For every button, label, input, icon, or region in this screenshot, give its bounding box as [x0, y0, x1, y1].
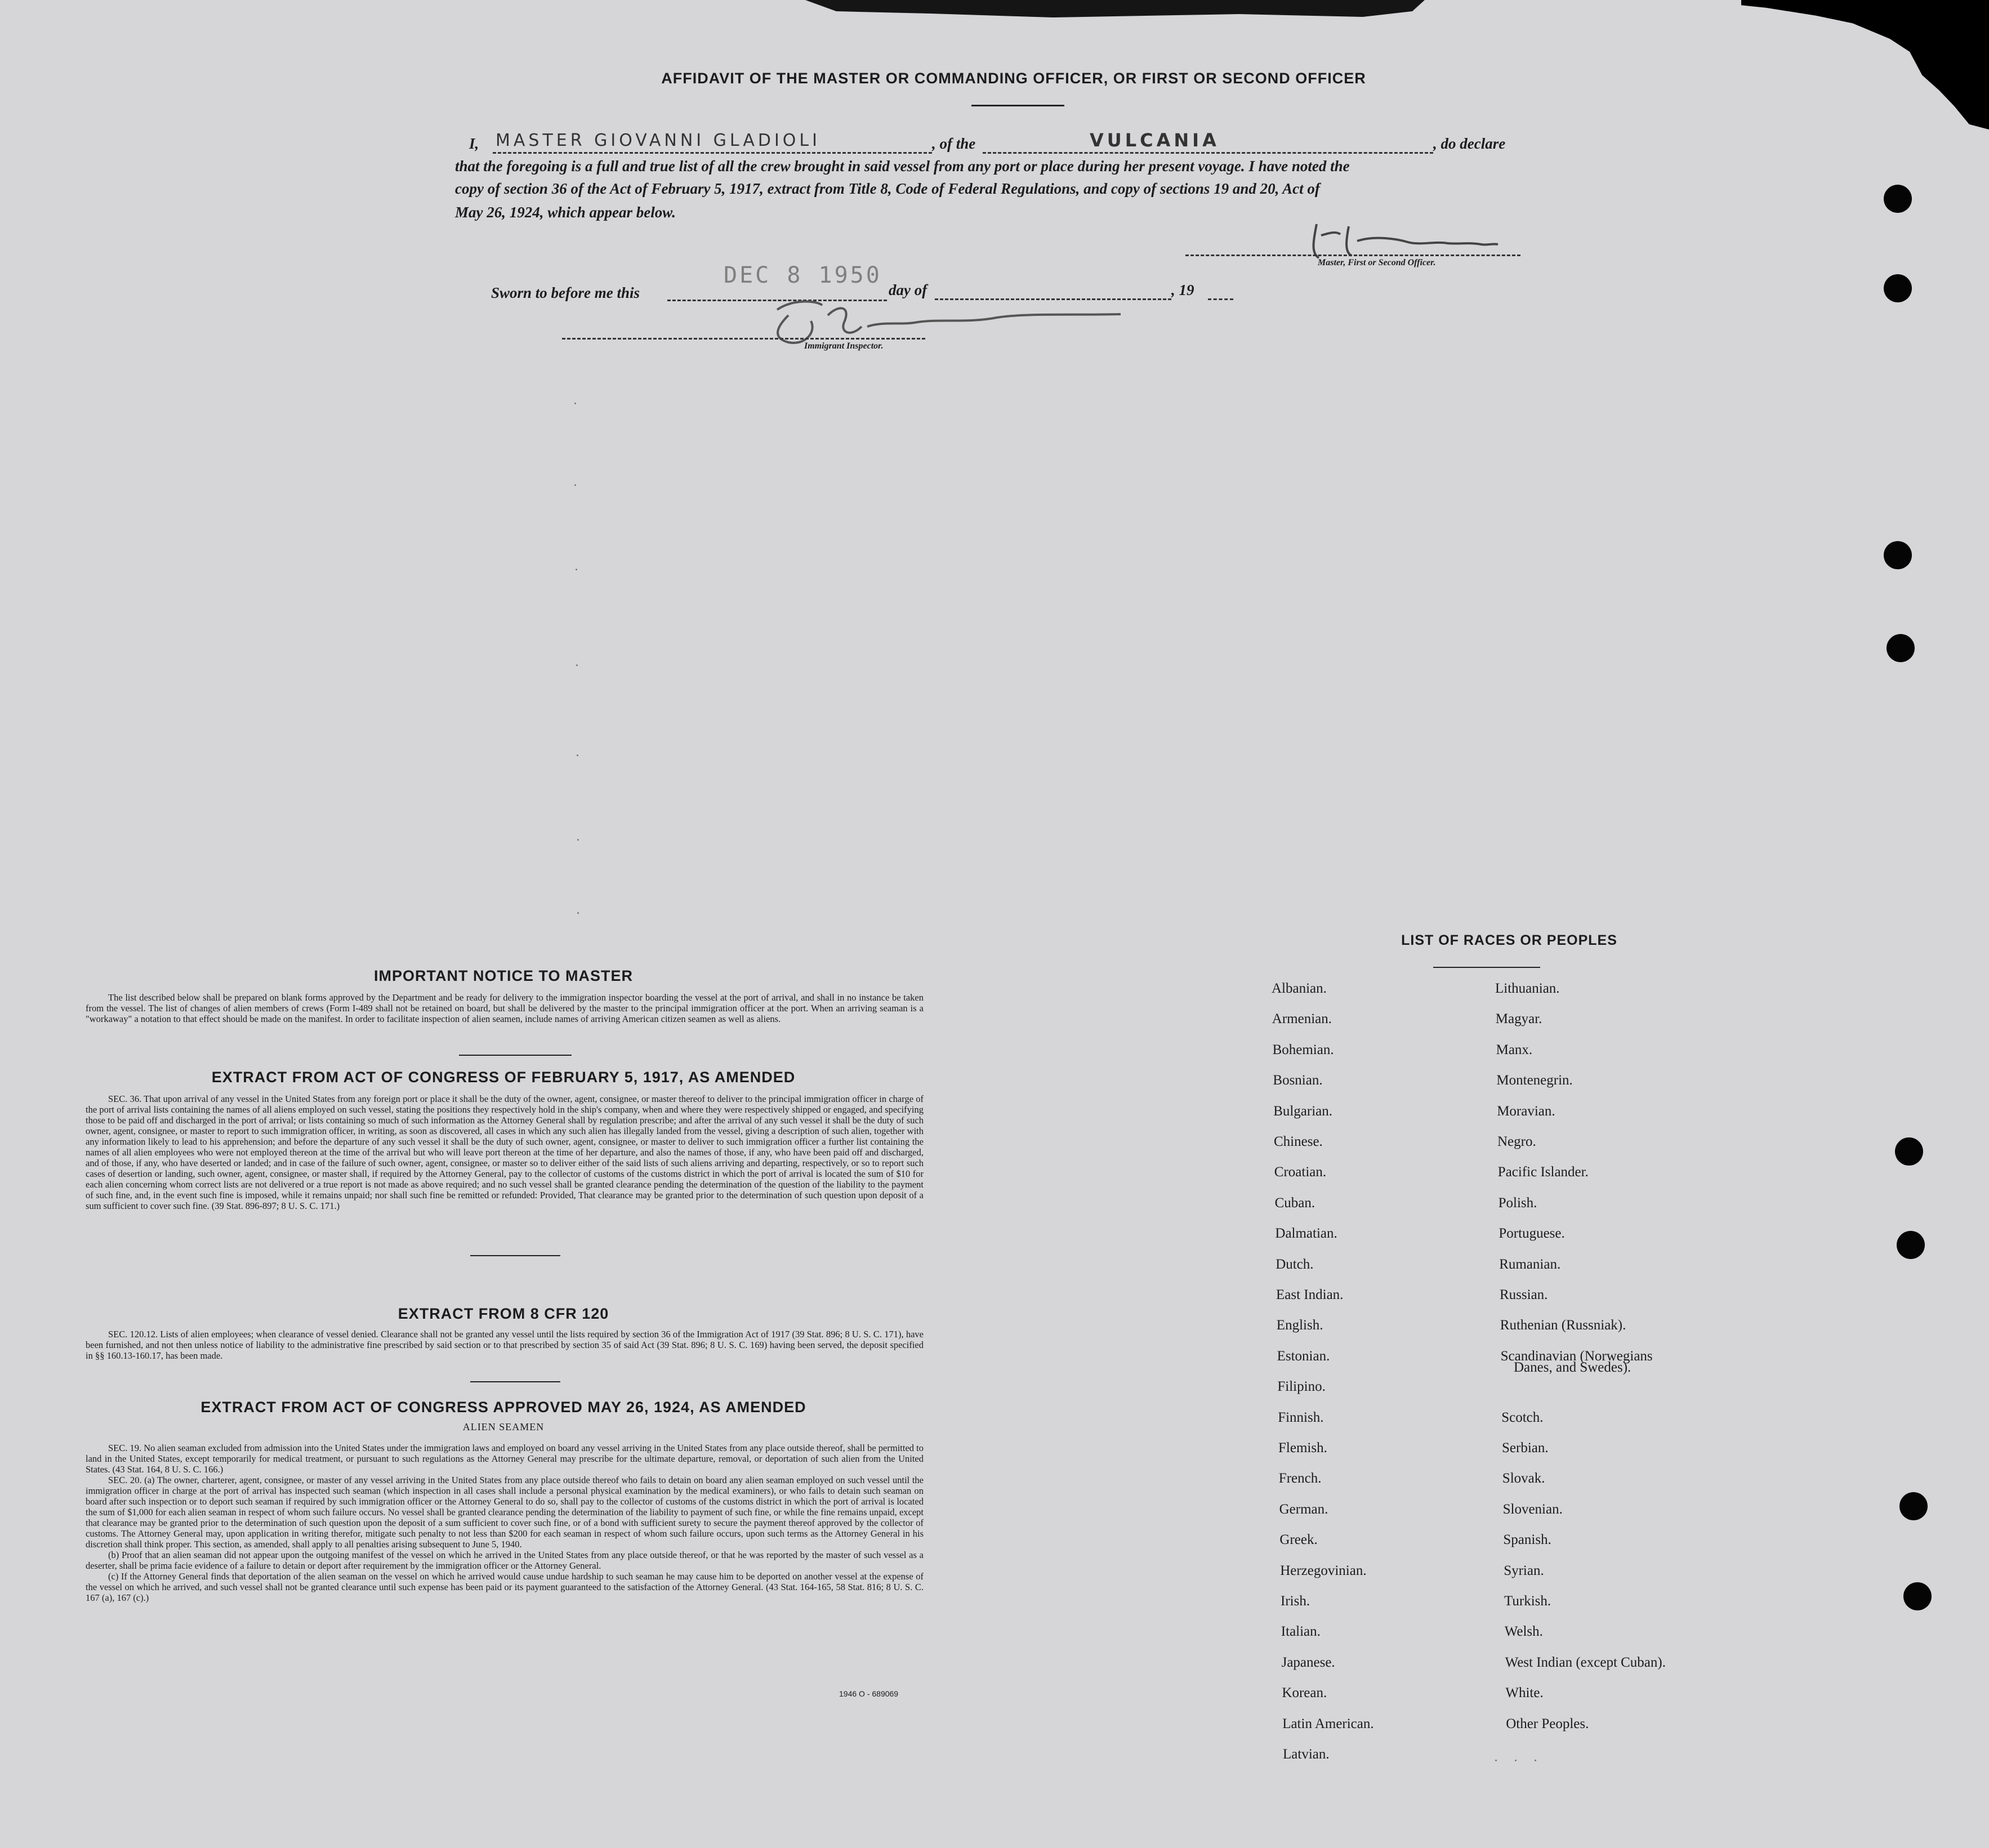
- year-line: [1208, 298, 1233, 300]
- race-item: Bohemian.: [1272, 1042, 1334, 1057]
- race-item: German.: [1279, 1501, 1328, 1517]
- vessel-name: VULCANIA: [1090, 130, 1220, 151]
- race-item: Ruthenian (Russniak).: [1500, 1318, 1626, 1333]
- day-of-label: day of: [889, 282, 927, 298]
- race-item: Other Peoples.: [1506, 1716, 1589, 1731]
- speck: [576, 569, 577, 570]
- races-rule: [1433, 967, 1540, 968]
- inspector-signature-line: [562, 338, 925, 340]
- binder-hole: [1884, 274, 1912, 302]
- race-item: White.: [1505, 1685, 1544, 1701]
- do-declare-label: , do declare: [1433, 135, 1506, 152]
- section-rule: [470, 1255, 560, 1256]
- speck: [576, 664, 578, 666]
- race-item: Armenian.: [1272, 1011, 1332, 1027]
- speck: [577, 755, 578, 756]
- race-item: Turkish.: [1504, 1593, 1551, 1609]
- binder-hole: [1895, 1137, 1923, 1166]
- race-item: Estonian.: [1277, 1348, 1330, 1364]
- notice-paragraph: The list described below shall be prepared on blank forms approved by the Department and be ready for delivery to the immigration inspector boarding the vessel at the port of arrival, and shall in no instance be taken from the vessel. The list of changes of alien members of crews (Form I-489 shall not be retained on board, but shall be delivered by the master to the principal immigration officer at the port. When an arriving seaman is a "workaway" a notation to that effect should be made on the manifest. In order to facilitate inspection of alien seamen, include names of arriving American citizen seamen as well as aliens.: [86, 992, 924, 1024]
- race-item: Bulgarian.: [1273, 1103, 1333, 1119]
- race-item: Chinese.: [1274, 1134, 1323, 1149]
- speck: [574, 484, 576, 486]
- speck: [574, 403, 576, 404]
- race-item: Moravian.: [1497, 1103, 1555, 1119]
- race-item: Finnish.: [1278, 1409, 1324, 1425]
- race-item: Latin American.: [1282, 1716, 1374, 1731]
- torn-corner: [1741, 0, 1989, 130]
- name-line: [493, 152, 932, 154]
- race-item: Flemish.: [1278, 1440, 1327, 1456]
- speck: [577, 839, 579, 841]
- race-item: Greek.: [1279, 1532, 1318, 1548]
- race-item: East Indian.: [1276, 1287, 1344, 1302]
- cfr-text: [86, 1329, 924, 1361]
- of-the-label: , of the: [932, 135, 976, 152]
- race-item: Herzegovinian.: [1280, 1563, 1367, 1578]
- affidavit-body-3: May 26, 1924, which appear below.: [455, 204, 676, 221]
- race-item: Bosnian.: [1273, 1073, 1323, 1088]
- cfr-title: EXTRACT FROM 8 CFR 120: [398, 1305, 609, 1322]
- binder-hole: [1887, 634, 1915, 662]
- race-item: Welsh.: [1504, 1624, 1543, 1640]
- affidavit-title: AFFIDAVIT OF THE MASTER OR COMMANDING OFFICER, OR FIRST OR SECOND OFFICER: [661, 70, 1366, 87]
- sworn-label: Sworn to before me this: [491, 284, 640, 301]
- race-item: Korean.: [1282, 1685, 1327, 1701]
- race-item: Rumanian.: [1499, 1256, 1561, 1272]
- notice-text: [86, 992, 924, 1024]
- race-item: Pacific Islander.: [1497, 1164, 1589, 1180]
- section-rule: [459, 1055, 572, 1056]
- race-item: English.: [1276, 1318, 1323, 1333]
- act-1924-title: EXTRACT FROM ACT OF CONGRESS APPROVED MAY 26, 1924, AS AMENDED: [200, 1399, 806, 1416]
- sec-19-paragraph: SEC. 19. No alien seaman excluded from admission into the United States under the immigration laws and employed on board any vessel arriving in the United States from any place outside thereof, shall be permitted to land in the United States, except temporarily for medical treatment, or pursuant to such regulations as the Attorney General may prescribe for the ultimate departure, removal, or deportation of such alien from the United States. (43 Stat. 164, 8 U. S. C. 166.): [86, 1443, 924, 1475]
- sec-20a-paragraph: SEC. 20. (a) The owner, charterer, agent, consignee, or master of any vessel arriving in the United States from any place outside thereof who fails to detain on board any alien seaman employed on such vessel until the immigration officer in charge at the port of arrival has inspected such seaman (which inspection in all cases shall include a personal physical examination by the medical examiners), or who fails to detain such seaman on board after such inspection or to deport such seaman if required by such immigration officer or the Attorney General to do so, shall pay to the collector of customs of the customs district in which the port of arrival is located the sum of $1,000 for each alien seaman in respect of whom such failure occurs. No vessel shall be granted clearance pending the determination of the liability to payment of such fine, or while the fine remains unpaid, except that clearance may be granted prior to the determination of such question upon the deposit of a sum sufficient to cover such fine, or of a bond with sufficient surety to secure the payment thereof approved by the collector of customs. The Attorney General may, upon application in writing therefor, mitigate such penalty to not less than $200 for each seaman in respect of whom such failure occurs, upon such terms as the Attorney General in his discretion shall think proper. This section, as amended, shall apply to all penalties arising subsequent to June 5, 1940.: [86, 1475, 924, 1550]
- race-item: Magyar.: [1495, 1011, 1542, 1027]
- i-label: I,: [469, 135, 479, 152]
- race-item: Albanian.: [1272, 981, 1327, 996]
- notice-title: IMPORTANT NOTICE TO MASTER: [374, 967, 633, 984]
- master-signature-caption: Master, First or Second Officer.: [1318, 258, 1436, 267]
- race-item: Serbian.: [1502, 1440, 1549, 1456]
- master-signature: [1306, 218, 1532, 264]
- inspector-signature: [755, 293, 1138, 349]
- binder-hole: [1903, 1582, 1932, 1610]
- race-item: Latvian.: [1283, 1747, 1330, 1762]
- binder-hole: [1899, 1492, 1928, 1520]
- speck: [1535, 1760, 1536, 1761]
- speck: [1515, 1760, 1517, 1761]
- race-item: Croatian.: [1274, 1164, 1327, 1180]
- speck: [1495, 1760, 1497, 1761]
- section-rule: [470, 1381, 560, 1382]
- race-item: Dutch.: [1276, 1256, 1314, 1272]
- race-item: Slovak.: [1502, 1471, 1545, 1487]
- race-item: Russian.: [1500, 1287, 1548, 1302]
- race-item: Spanish.: [1503, 1532, 1551, 1548]
- inspector-caption: Immigrant Inspector.: [804, 341, 884, 351]
- race-item: Cuban.: [1274, 1195, 1315, 1211]
- race-item: Italian.: [1281, 1624, 1321, 1640]
- affidavit-body-1: that the foregoing is a full and true list of all the crew brought in said vessel from any port or place during her present voyage. I have noted the: [455, 158, 1350, 175]
- race-item: Scotch.: [1501, 1409, 1544, 1425]
- race-item-continuation: Danes, and Swedes).: [1514, 1360, 1631, 1375]
- race-item: Lithuanian.: [1495, 981, 1560, 996]
- sec-36-paragraph: SEC. 36. That upon arrival of any vessel in the United States from any foreign port or place it shall be the duty of the owner, agent, consignee, or master thereof to deliver to the principal immigration officer in charge of the port of arrival lists containing the names of all aliens employed on such vessel, stating the positions they respectively hold in the ship's company, when and where they were respectively shipped or engaged, and specifying those to be paid off and discharged in the port of arrival; or lists containing so much of such information as the Attorney General shall by regulation prescribe; and after the arrival of any such vessel it shall be the duty of such owner, agent, consignee, or master to report to such immigration officer, in writing, as soon as discovered, all cases in which any such alien has illegally landed from the vessel, giving a description of such alien, together with any information likely to lead to his apprehension; and before the departure of any such vessel it shall be the duty of such owner, agent, consignee, or master to deliver to such immigration officer a further list containing the names of all alien employees who were not employed thereon at the time of the arrival but who will leave port thereon at the time of her departure, and also the names of those, if any, who have been paid off and discharged, and of those, if any, who have deserted or landed; and in case of the failure of such owner, agent, consignee, or master so to deliver either of the said lists of such aliens arriving and departing, respectively, or so to report such cases of desertion or landing, such owner, agent, consignee, or master shall, if required by the Attorney General, pay to the collector of customs of the customs district in which the port of arrival is located the sum of $10 for each alien concerning whom correct lists are not delivered or a true report is not made as above required; and no such vessel shall be granted clearance pending the determination of the question of the liability to the payment of such fine, and, in the event such fine is imposed, while it remains unpaid; nor shall such fine be remitted or refunded: Provided, That clearance may be granted prior to the determination of such question upon deposit of a sum sufficient to cover such fine. (39 Stat. 896-897; 8 U. S. C. 171.): [86, 1093, 924, 1211]
- race-item: Filipino.: [1277, 1379, 1326, 1395]
- races-title: LIST OF RACES OR PEOPLES: [1401, 932, 1617, 948]
- race-item: Manx.: [1496, 1042, 1533, 1057]
- act-1917-text: [86, 1093, 924, 1211]
- sec-20c-paragraph: (c) If the Attorney General finds that deportation of the alien seaman on the vessel on which he arrived would cause undue hardship to such seaman he may cause him to be deported on another vessel at the expense of the vessel on which he arrived, and such vessel shall not be granted clearance until such expense has been paid or its payment guaranteed to the satisfaction of the Attorney General. (43 Stat. 164-165, 58 Stat. 816; 8 U. S. C. 167 (a), 167 (c).): [86, 1571, 924, 1603]
- affidavit-body-2: copy of section 36 of the Act of February 5, 1917, extract from Title 8, Code of Federal Regulations, and copy of sections 19 and 20, Act of: [455, 180, 1320, 197]
- race-item: West Indian (except Cuban).: [1505, 1654, 1666, 1670]
- sec-120-12-paragraph: SEC. 120.12. Lists of alien employees; when clearance of vessel denied. Clearance shall not be granted any vessel until the lists required by section 36 of the Immigration Act of 1917 (39 Stat. 896; 8 U. S. C. 171), have been furnished, and not then unless notice of liability to the administrative fine prescribed by said section or to that prescribed by section 35 of said Act (39 Stat. 896; 8 U. S. C. 169) having been served, the deposit specified in §§ 160.13-160.17, has been made.: [86, 1329, 924, 1361]
- race-item: Portuguese.: [1499, 1226, 1565, 1242]
- alien-seamen-subtitle: ALIEN SEAMEN: [462, 1421, 545, 1432]
- sec-20b-paragraph: (b) Proof that an alien seaman did not appear upon the outgoing manifest of the vessel on which he arrived in the United States from any place outside thereof, or that he was reported by the master of such vessel as a deserter, shall be prima facie evidence of a failure to detain or deport after requirement by the immigration officer or the Attorney General.: [86, 1550, 924, 1571]
- title-rule: [971, 105, 1064, 106]
- race-item: French.: [1278, 1471, 1322, 1487]
- torn-top-edge: [805, 0, 1425, 28]
- race-item: Scandinavian (Norwegians: [1500, 1348, 1653, 1364]
- race-item: Montenegrin.: [1496, 1073, 1573, 1088]
- declarant-name: MASTER GIOVANNI GLADIOLI: [496, 131, 820, 150]
- race-item: Dalmatian.: [1275, 1226, 1337, 1242]
- vessel-line: [983, 152, 1433, 154]
- act-1924-text: [86, 1443, 924, 1603]
- race-item: Negro.: [1497, 1134, 1536, 1149]
- binder-hole: [1884, 185, 1912, 213]
- year-prefix: , 19: [1171, 282, 1194, 298]
- speck: [577, 912, 579, 914]
- race-item: Japanese.: [1281, 1654, 1335, 1670]
- print-code: 1946 O - 689069: [839, 1689, 899, 1698]
- race-item: Polish.: [1498, 1195, 1537, 1211]
- master-signature-line: [1185, 255, 1520, 256]
- race-item: Slovenian.: [1502, 1501, 1563, 1517]
- binder-hole: [1897, 1231, 1925, 1259]
- date-stamp: DEC 8 1950: [724, 262, 882, 288]
- race-item: Syrian.: [1504, 1563, 1544, 1578]
- binder-hole: [1884, 541, 1912, 569]
- race-item: Irish.: [1281, 1593, 1310, 1609]
- act-1917-title: EXTRACT FROM ACT OF CONGRESS OF FEBRUARY 5, 1917, AS AMENDED: [211, 1069, 796, 1086]
